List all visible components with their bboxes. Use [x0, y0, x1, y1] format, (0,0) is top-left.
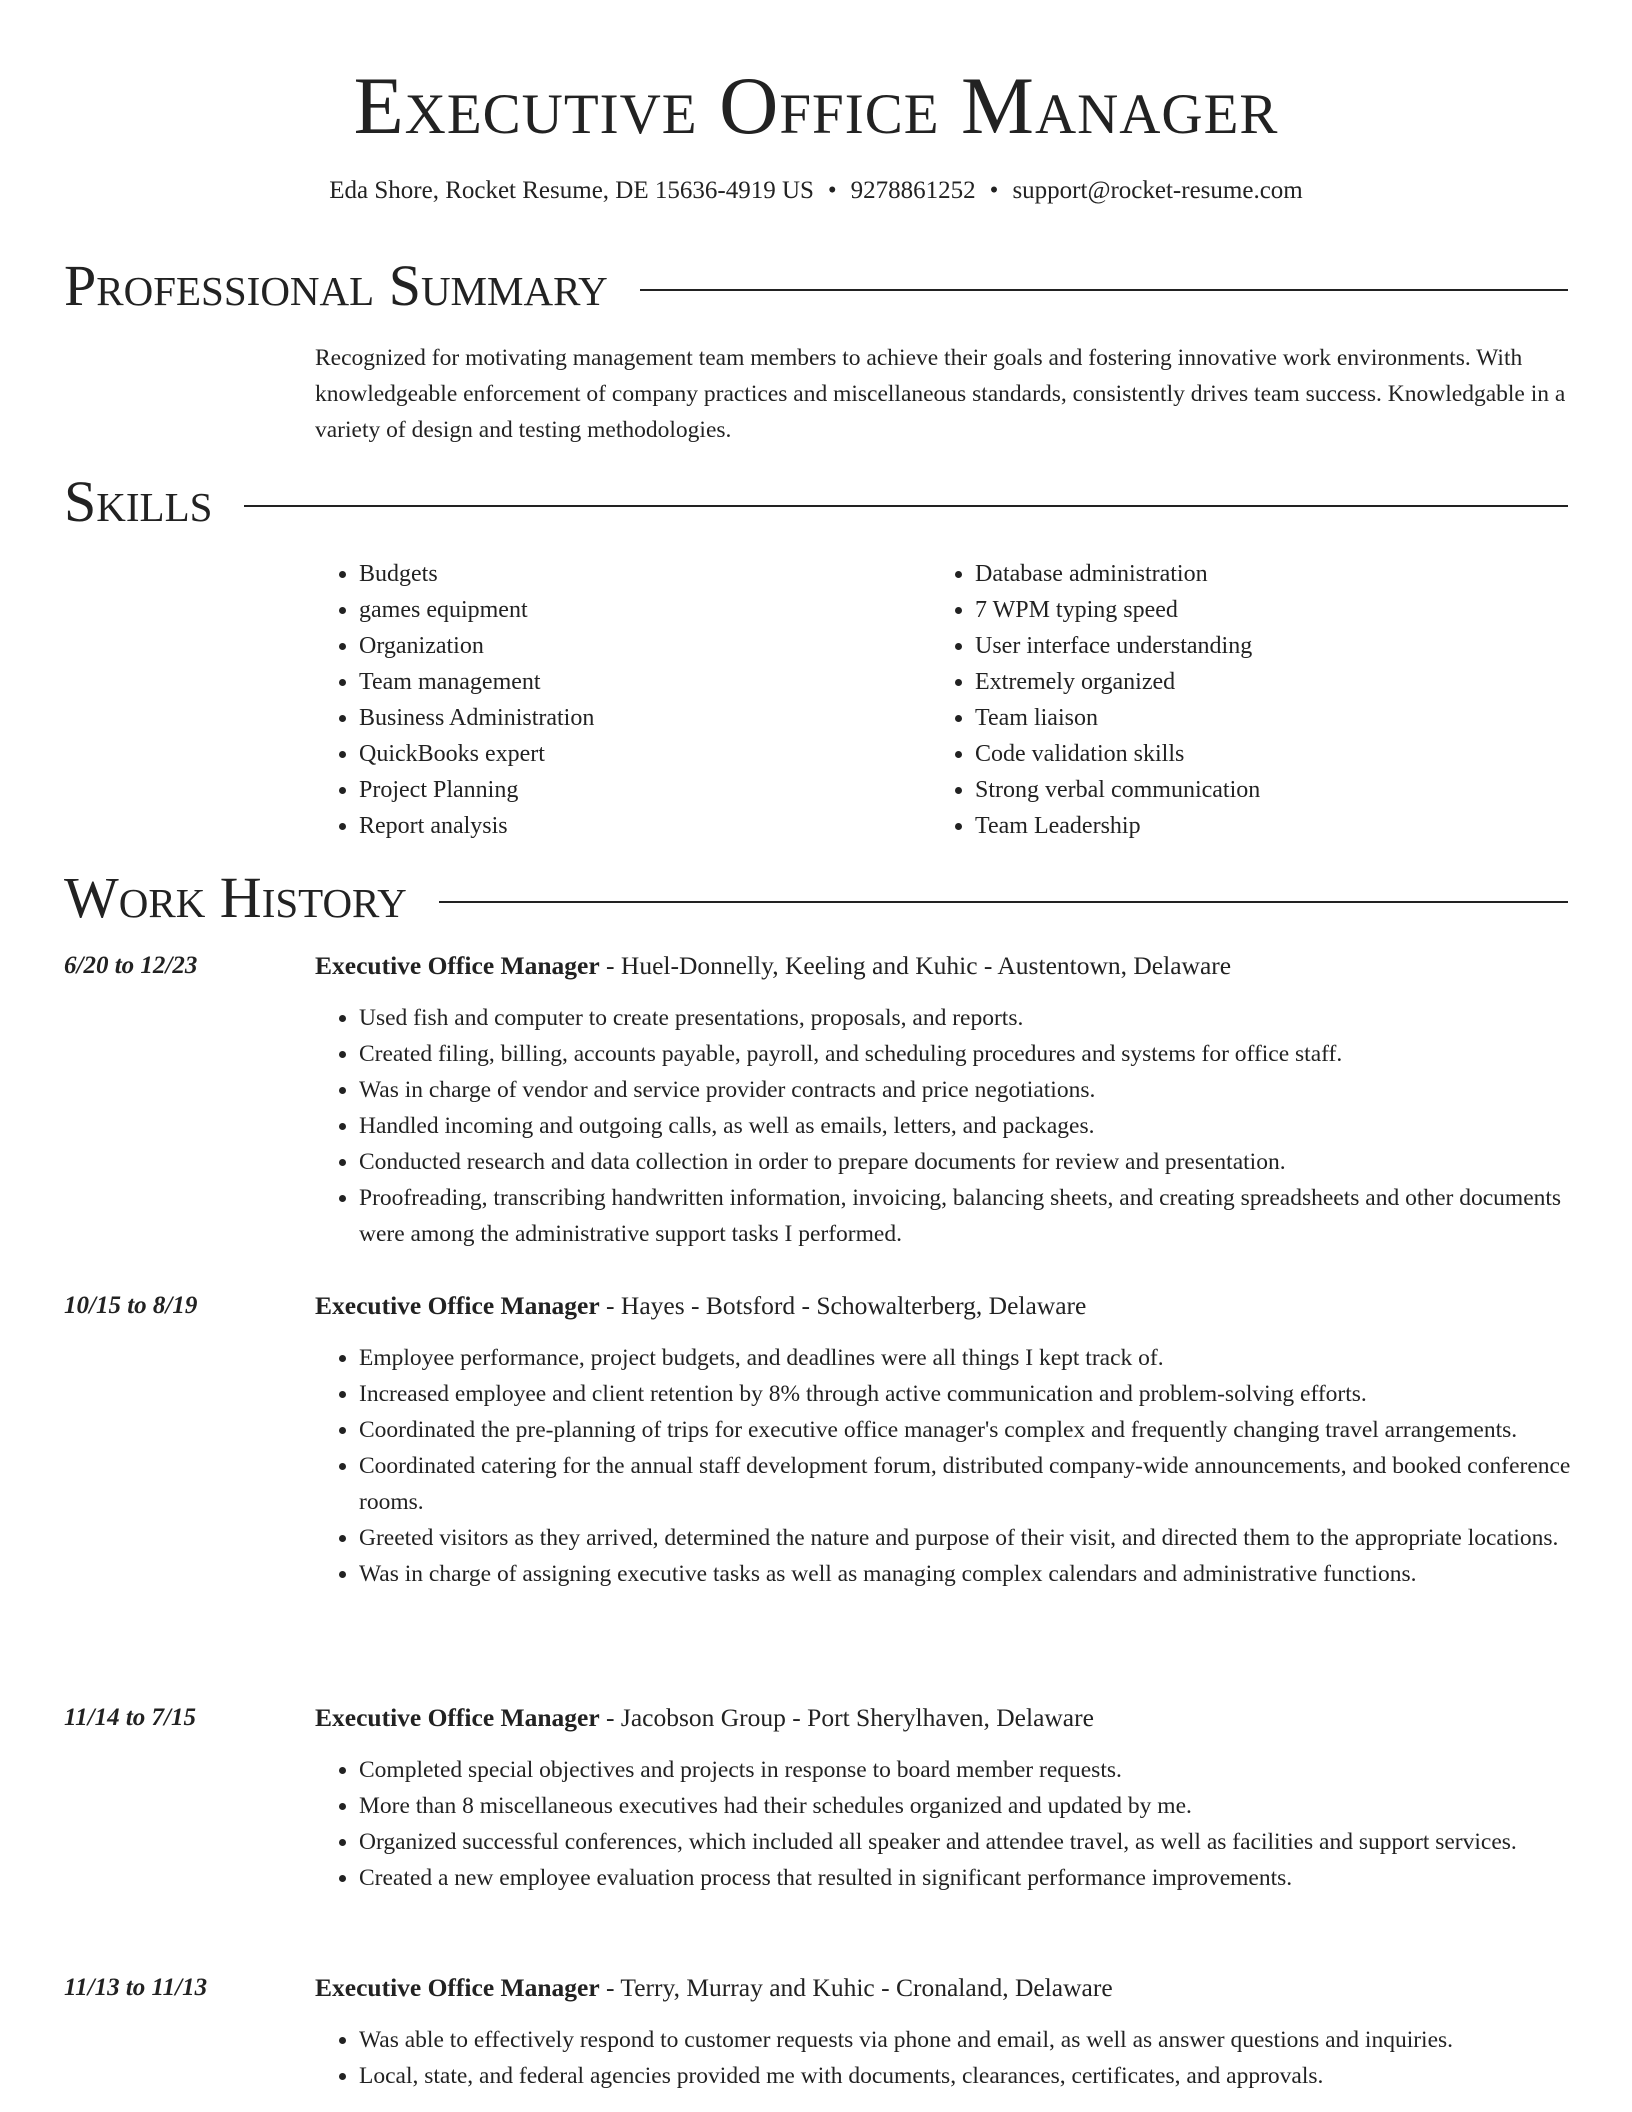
- job-duty: • Completed special objectives and projects in response to board member requests.: [359, 1752, 1585, 1788]
- job-employer: - Hayes - Botsford - Schowalterberg, Delaware: [599, 1291, 1087, 1320]
- job-duty: • Used fish and computer to create presentations, proposals, and reports.: [359, 1000, 1585, 1036]
- job-duty: • Conducted research and data collection in order to prepare documents for review and presentation.: [359, 1144, 1585, 1180]
- job-dates: 6/20 to 12/23: [64, 952, 198, 979]
- skill-item: • Code validation skills: [975, 736, 1547, 772]
- skills-column-left: [315, 556, 931, 844]
- summary-text: Recognized for motivating management team members to achieve their goals and fostering innovative work environments. With knowledgeable enforcement of company practices and miscellaneous standards, consistently drives team success. Knowledgable in a variety of design and testing methodologies.: [315, 345, 1566, 443]
- job-duty: • Created filing, billing, accounts payable, payroll, and scheduling procedures and systems for office staff.: [359, 1036, 1585, 1072]
- job-role: Executive Office Manager: [315, 1291, 600, 1320]
- skill-item: • games equipment: [359, 592, 931, 628]
- job-duty: • Organized successful conferences, which included all speaker and attendee travel, as well as facilities and support services.: [359, 1824, 1585, 1860]
- job-role: Executive Office Manager: [315, 1973, 600, 2002]
- job-role: Executive Office Manager: [315, 1703, 600, 1732]
- contact-line: [0, 175, 1632, 207]
- section-title: Skills: [64, 469, 213, 534]
- job-dates: 11/14 to 7/15: [64, 1704, 196, 1731]
- job-duty: • Coordinated the pre-planning of trips for executive office manager's complex and frequently changing travel arrangements.: [359, 1412, 1585, 1448]
- contact-phone: 9278861252: [850, 177, 976, 204]
- skill-item: • Business Administration: [359, 700, 931, 736]
- job-employer: - Jacobson Group - Port Sherylhaven, Delaware: [599, 1703, 1094, 1732]
- job-duties: [315, 2022, 1585, 2094]
- job-employer: - Huel-Donnelly, Keeling and Kuhic - Austentown, Delaware: [599, 951, 1232, 980]
- skill-item: • Database administration: [975, 556, 1547, 592]
- job-duty: • Coordinated catering for the annual staff development forum, distributed company-wide announcements, and booked conference rooms.: [359, 1448, 1585, 1520]
- job-duty: • Greeted visitors as they arrived, determined the nature and purpose of their visit, and directed them to the appropriate locations.: [359, 1520, 1585, 1556]
- contact-separator: •: [827, 177, 837, 204]
- job-duty: • More than 8 miscellaneous executives had their schedules organized and updated by me.: [359, 1788, 1585, 1824]
- section-heading-summary: [64, 254, 1568, 318]
- job-duty: • Increased employee and client retention by 8% through active communication and problem-solving efforts.: [359, 1376, 1585, 1412]
- skill-item: • Extremely organized: [975, 664, 1547, 700]
- section-divider: [640, 289, 1568, 291]
- job-duty: • Was in charge of vendor and service provider contracts and price negotiations.: [359, 1072, 1585, 1108]
- contact-separator: •: [989, 177, 999, 204]
- resume-title: Executive Office Manager: [353, 60, 1279, 151]
- section-heading-skills: [64, 470, 1568, 534]
- job-heading: [315, 948, 1565, 984]
- job-heading: [315, 1700, 1565, 1736]
- job-role: Executive Office Manager: [315, 951, 600, 980]
- section-heading-work-history: [64, 866, 1568, 930]
- job-duties: [315, 1752, 1585, 1896]
- skills-column-right: [931, 556, 1547, 844]
- job-duty: • Employee performance, project budgets, and deadlines were all things I kept track of.: [359, 1340, 1585, 1376]
- contact-email: support@rocket-resume.com: [1012, 177, 1303, 204]
- skill-item: • Team Leadership: [975, 808, 1547, 844]
- skill-item: • Team management: [359, 664, 931, 700]
- section-title: Professional Summary: [64, 253, 608, 318]
- skill-item: • Budgets: [359, 556, 931, 592]
- section-divider: [244, 505, 1568, 507]
- job-duty: • Was in charge of assigning executive tasks as well as managing complex calendars and administrative functions.: [359, 1556, 1585, 1592]
- job-duty: • Created a new employee evaluation process that resulted in significant performance improvements.: [359, 1860, 1585, 1896]
- job-dates: 11/13 to 11/13: [64, 1974, 208, 2001]
- job-heading: [315, 1288, 1565, 1324]
- skill-item: • QuickBooks expert: [359, 736, 931, 772]
- job-duty: • Handled incoming and outgoing calls, as well as emails, letters, and packages.: [359, 1108, 1585, 1144]
- job-heading: [315, 1970, 1565, 2006]
- section-title: Work History: [64, 865, 407, 930]
- section-divider: [439, 901, 1568, 903]
- job-duty: • Proofreading, transcribing handwritten information, invoicing, balancing sheets, and creating spreadsheets and other documents were among the administrative support tasks I performed.: [359, 1180, 1585, 1252]
- job-employer: - Terry, Murray and Kuhic - Cronaland, Delaware: [599, 1973, 1113, 2002]
- job-duties: [315, 1000, 1585, 1252]
- contact-address: Eda Shore, Rocket Resume, DE 15636-4919 US: [329, 177, 814, 204]
- skill-item: • 7 WPM typing speed: [975, 592, 1547, 628]
- skill-item: • User interface understanding: [975, 628, 1547, 664]
- skill-item: • Team liaison: [975, 700, 1547, 736]
- job-duty: • Was able to effectively respond to customer requests via phone and email, as well as answer questions and inquiries.: [359, 2022, 1585, 2058]
- skills-list: [315, 556, 1565, 844]
- job-dates: 10/15 to 8/19: [64, 1292, 198, 1319]
- skill-item: • Project Planning: [359, 772, 931, 808]
- skill-item: • Organization: [359, 628, 931, 664]
- job-duty: • Local, state, and federal agencies provided me with documents, clearances, certificates, and approvals.: [359, 2058, 1585, 2094]
- skill-item: • Report analysis: [359, 808, 931, 844]
- job-duties: [315, 1340, 1585, 1592]
- skill-item: • Strong verbal communication: [975, 772, 1547, 808]
